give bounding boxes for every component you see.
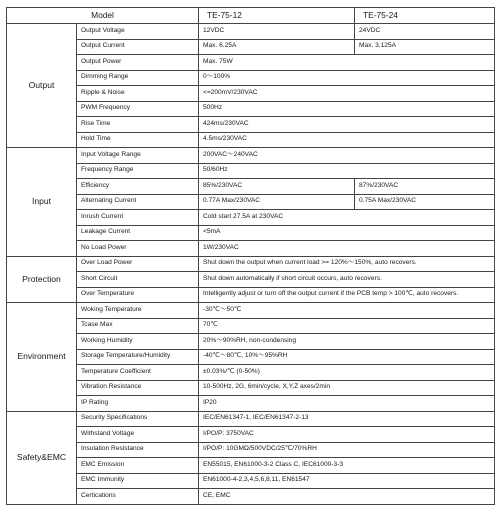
spec-value: 0～100% (199, 70, 495, 86)
spec-row (7, 349, 495, 365)
spec-label: Ripple & Noise (77, 86, 199, 102)
header-row (7, 8, 495, 24)
spec-value-a: 0.77A Max/230VAC (199, 194, 355, 210)
model-a: TE-75-12 (199, 8, 355, 24)
spec-value-b: 87%/230VAC (355, 179, 495, 195)
spec-row (7, 194, 495, 210)
spec-value-b: Max. 3.125A (355, 39, 495, 55)
spec-label: EMC Emission (77, 458, 199, 474)
section-title-safety-emc: Safety&EMC (7, 411, 77, 504)
spec-row (7, 380, 495, 396)
spec-row (7, 318, 495, 334)
spec-value: 70℃ (199, 318, 495, 334)
spec-value-b: 24VDC (355, 24, 495, 40)
spec-row (7, 365, 495, 381)
spec-row (7, 70, 495, 86)
spec-row (7, 225, 495, 241)
model-label: Model (7, 8, 199, 24)
spec-label: PWM Frequency (77, 101, 199, 117)
spec-row (7, 39, 495, 55)
section-title-protection: Protection (7, 256, 77, 303)
spec-value: 20%～90%RH, non-condensing (199, 334, 495, 350)
spec-row (7, 287, 495, 303)
spec-value: Max. 75W (199, 55, 495, 71)
spec-value: EN55015, EN61000-3-2 Class C, IEC61000-3-3 (199, 458, 495, 474)
spec-value: I/PO/P: 3750VAC (199, 427, 495, 443)
section-title-input: Input (7, 148, 77, 257)
spec-value: -40℃～80℃, 10%～95%RH (199, 349, 495, 365)
spec-row (7, 210, 495, 226)
spec-row (7, 179, 495, 195)
spec-row (7, 101, 495, 117)
spec-label: IP Rating (77, 396, 199, 412)
spec-value: IP20 (199, 396, 495, 412)
spec-value-a: Max. 6.25A (199, 39, 355, 55)
spec-value: I/PO/P: 10GMΩ/500VDC/25℃/70%RH (199, 442, 495, 458)
spec-row (7, 163, 495, 179)
spec-label: Short Circuit (77, 272, 199, 288)
spec-value: Cold start 27.5A at 230VAC (199, 210, 495, 226)
spec-row (7, 272, 495, 288)
spec-row (7, 24, 495, 40)
spec-value: 50/60Hz (199, 163, 495, 179)
spec-value: 1W/230VAC (199, 241, 495, 257)
spec-label: Frequency Range (77, 163, 199, 179)
spec-value-b: 0.75A Max/230VAC (355, 194, 495, 210)
spec-label: Working Humidity (77, 334, 199, 350)
section-title-environment: Environment (7, 303, 77, 412)
spec-value-a: 12VDC (199, 24, 355, 40)
spec-row (7, 117, 495, 133)
spec-value: 10-500Hz, 2G, 6min/cycle, X,Y,Z axes/2min (199, 380, 495, 396)
spec-label: EMC Immunity (77, 473, 199, 489)
spec-value: ±0.03%/℃ (0-50%) (199, 365, 495, 381)
spec-value: Shut down the output when current load >= 120%～150%, auto recovers. (199, 256, 495, 272)
spec-row (7, 132, 495, 148)
spec-table-body (7, 8, 495, 505)
spec-label: Input Voltage Range (77, 148, 199, 164)
spec-row (7, 396, 495, 412)
spec-label: Inrush Current (77, 210, 199, 226)
spec-label: Alternating Current (77, 194, 199, 210)
spec-label: Hold Time (77, 132, 199, 148)
spec-value: Intelligently adjust or turn off the output current if the PCB temp > 100℃, auto recovers. (199, 287, 495, 303)
spec-label: Output Voltage (77, 24, 199, 40)
spec-label: Withstand Voltage (77, 427, 199, 443)
spec-value: <5mA (199, 225, 495, 241)
spec-row (7, 473, 495, 489)
spec-value: 500Hz (199, 101, 495, 117)
spec-row (7, 458, 495, 474)
spec-label: Woking Temperature (77, 303, 199, 319)
spec-label: Vibration Resistance (77, 380, 199, 396)
spec-row (7, 442, 495, 458)
spec-value: 200VAC～240VAC (199, 148, 495, 164)
spec-label: Dimming Range (77, 70, 199, 86)
spec-label: Certications (77, 489, 199, 505)
spec-value: <=200mV/230VAC (199, 86, 495, 102)
spec-row (7, 241, 495, 257)
section-title-output: Output (7, 24, 77, 148)
spec-label: Over Temperature (77, 287, 199, 303)
spec-label: Temperature Coefficient (77, 365, 199, 381)
spec-value-a: 85%/230VAC (199, 179, 355, 195)
spec-label: Rise Time (77, 117, 199, 133)
spec-label: Output Current (77, 39, 199, 55)
spec-row (7, 55, 495, 71)
spec-row (7, 256, 495, 272)
spec-label: Efficiency (77, 179, 199, 195)
spec-value: CE, EMC (199, 489, 495, 505)
spec-value: IEC/EN61347-1, IEC/EN61347-2-13 (199, 411, 495, 427)
spec-value: Shut down automatically if short circuit occurs, auto recovers. (199, 272, 495, 288)
spec-label: Tcase Max (77, 318, 199, 334)
spec-value: 4.5ms/230VAC (199, 132, 495, 148)
spec-label: No Load Power (77, 241, 199, 257)
spec-value: 424ms/230VAC (199, 117, 495, 133)
spec-label: Over Load Power (77, 256, 199, 272)
spec-row (7, 489, 495, 505)
spec-value: EN61000-4-2,3,4,5,6,8,11, EN61547 (199, 473, 495, 489)
spec-label: Security Specifications (77, 411, 199, 427)
spec-row (7, 303, 495, 319)
spec-value: -30℃～50℃ (199, 303, 495, 319)
spec-label: Storage Temperature/Humidity (77, 349, 199, 365)
spec-row (7, 334, 495, 350)
spec-label: Insulation Resistance (77, 442, 199, 458)
spec-label: Leakage Current (77, 225, 199, 241)
spec-row (7, 411, 495, 427)
model-b: TE-75-24 (355, 8, 495, 24)
spec-row (7, 86, 495, 102)
spec-table (6, 7, 495, 505)
spec-row (7, 427, 495, 443)
spec-row (7, 148, 495, 164)
spec-label: Output Power (77, 55, 199, 71)
